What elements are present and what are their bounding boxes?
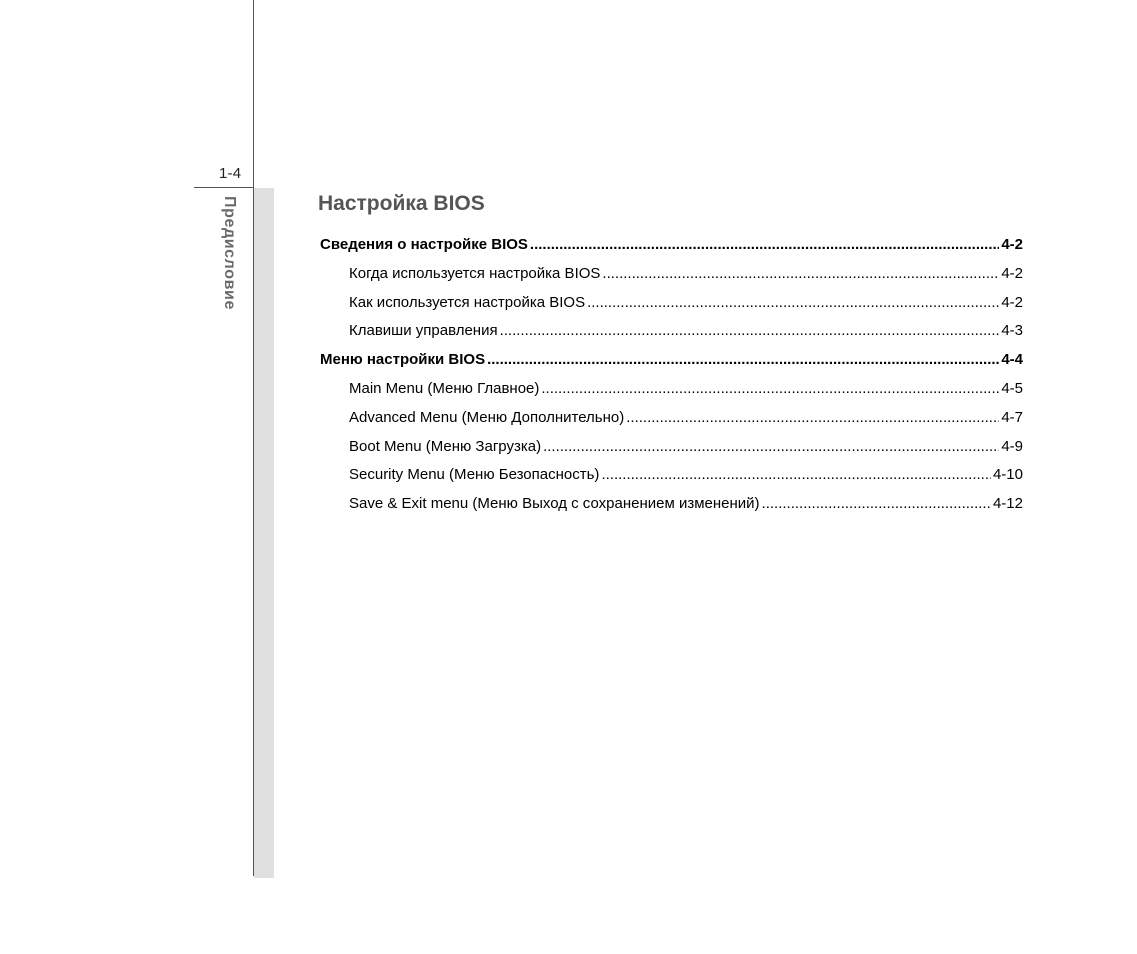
toc-dot-leader bbox=[762, 490, 991, 519]
page-number-rule bbox=[194, 187, 254, 188]
toc-entry-page: 4-4 bbox=[1001, 351, 1023, 369]
toc-entry[interactable] bbox=[320, 289, 1023, 318]
toc-dot-leader bbox=[487, 346, 999, 375]
toc-entry[interactable] bbox=[320, 375, 1023, 404]
toc-entry-label: Меню настройки BIOS bbox=[320, 351, 486, 369]
toc-dot-leader bbox=[626, 404, 999, 433]
toc-entry[interactable] bbox=[320, 433, 1023, 462]
toc-entry-label: Main Menu (Меню Главное) bbox=[349, 379, 540, 397]
toc-entry-label: Security Menu (Меню Безопасность) bbox=[349, 466, 600, 484]
toc-entry[interactable] bbox=[320, 490, 1023, 519]
toc-dot-leader bbox=[500, 317, 1000, 346]
toc-entry-label: Advanced Menu (Меню Дополнительно) bbox=[349, 408, 625, 426]
toc-entry[interactable] bbox=[320, 260, 1023, 289]
toc-dot-leader bbox=[541, 375, 999, 404]
toc-entry-page: 4-9 bbox=[1001, 437, 1023, 455]
toc-dot-leader bbox=[530, 231, 999, 260]
table-of-contents bbox=[320, 231, 1023, 519]
toc-entry-page: 4-2 bbox=[1001, 236, 1023, 253]
toc-entry[interactable] bbox=[320, 231, 1023, 260]
toc-entry[interactable] bbox=[320, 461, 1023, 490]
toc-entry-label: Сведения о настройке BIOS bbox=[320, 236, 528, 253]
toc-entry-page: 4-12 bbox=[992, 495, 1023, 513]
toc-entry-page: 4-2 bbox=[1001, 293, 1023, 311]
toc-entry-page: 4-2 bbox=[1001, 264, 1023, 282]
toc-entry[interactable] bbox=[320, 317, 1023, 346]
toc-dot-leader bbox=[601, 461, 991, 490]
page-number: 1-4 bbox=[219, 165, 242, 182]
toc-entry-label: Как используется настройка BIOS bbox=[349, 293, 586, 311]
toc-entry-page: 4-3 bbox=[1001, 322, 1023, 340]
toc-entry[interactable] bbox=[320, 346, 1023, 375]
toc-entry-page: 4-7 bbox=[1001, 408, 1023, 426]
toc-entry-page: 4-5 bbox=[1001, 379, 1023, 397]
toc-entry-page: 4-10 bbox=[992, 466, 1023, 484]
margin-gray-band bbox=[254, 188, 274, 878]
toc-entry-label: Save & Exit menu (Меню Выход с сохранением изменений) bbox=[349, 495, 760, 513]
toc-dot-leader bbox=[587, 289, 999, 318]
toc-entry-label: Когда используется настройка BIOS bbox=[349, 264, 601, 282]
chapter-side-title: Предисловие bbox=[221, 196, 238, 310]
toc-entry-label: Boot Menu (Меню Загрузка) bbox=[349, 437, 542, 455]
toc-dot-leader bbox=[543, 433, 999, 462]
toc-entry[interactable] bbox=[320, 404, 1023, 433]
toc-dot-leader bbox=[602, 260, 999, 289]
toc-entry-label: Клавиши управления bbox=[349, 322, 498, 340]
section-title: Настройка BIOS bbox=[318, 192, 485, 215]
